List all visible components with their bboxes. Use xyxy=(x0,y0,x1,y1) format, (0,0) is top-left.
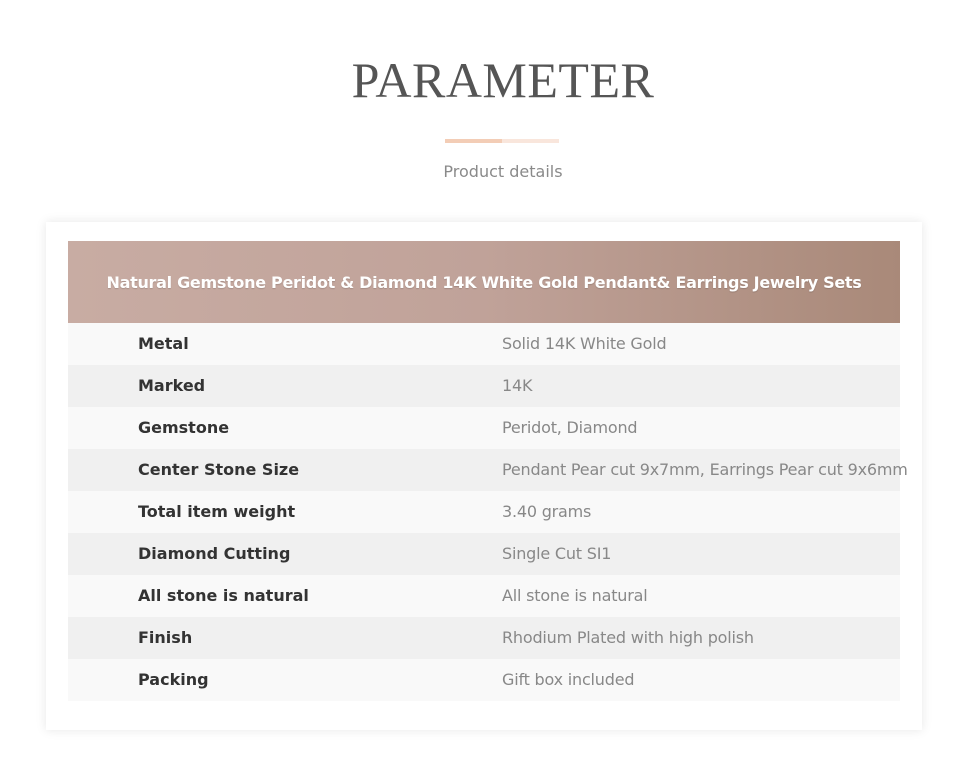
spec-value: All stone is natural xyxy=(502,586,648,605)
table-banner xyxy=(68,241,900,323)
spec-label: Marked xyxy=(138,376,206,395)
spec-value: 14K xyxy=(502,376,533,395)
divider-light-segment xyxy=(502,139,559,143)
spec-value: Gift box included xyxy=(502,670,635,689)
spec-row xyxy=(68,365,900,407)
spec-label: Total item weight xyxy=(138,502,296,521)
spec-value: Rhodium Plated with high polish xyxy=(502,628,754,647)
spec-row xyxy=(68,659,900,701)
spec-label: Center Stone Size xyxy=(138,460,300,479)
spec-value: Single Cut SI1 xyxy=(502,544,612,563)
divider-accent-segment xyxy=(445,139,502,143)
spec-label: Finish xyxy=(138,628,193,647)
spec-label: Gemstone xyxy=(138,418,230,437)
spec-row xyxy=(68,491,900,533)
spec-value: 3.40 grams xyxy=(502,502,592,521)
spec-row xyxy=(68,617,900,659)
spec-value: Peridot, Diamond xyxy=(502,418,638,437)
title-divider xyxy=(445,139,559,143)
table-heading: Natural Gemstone Peridot & Diamond 14K White Gold Pendant& Earrings Jewelry Sets xyxy=(106,272,862,292)
spec-label: Metal xyxy=(138,334,189,353)
spec-row xyxy=(68,407,900,449)
parameter-card xyxy=(46,222,922,730)
spec-value: Pendant Pear cut 9x7mm, Earrings Pear cut 9x6mm xyxy=(502,460,908,479)
page-title: PARAMETER xyxy=(351,52,655,108)
spec-label: Packing xyxy=(138,670,209,689)
spec-row xyxy=(68,323,900,365)
spec-row xyxy=(68,575,900,617)
spec-table xyxy=(68,323,908,701)
spec-row xyxy=(68,533,900,575)
page-subtitle: Product details xyxy=(443,162,563,181)
spec-row xyxy=(68,449,908,491)
spec-label: Diamond Cutting xyxy=(138,544,291,563)
spec-value: Solid 14K White Gold xyxy=(502,334,667,353)
spec-label: All stone is natural xyxy=(138,586,309,605)
